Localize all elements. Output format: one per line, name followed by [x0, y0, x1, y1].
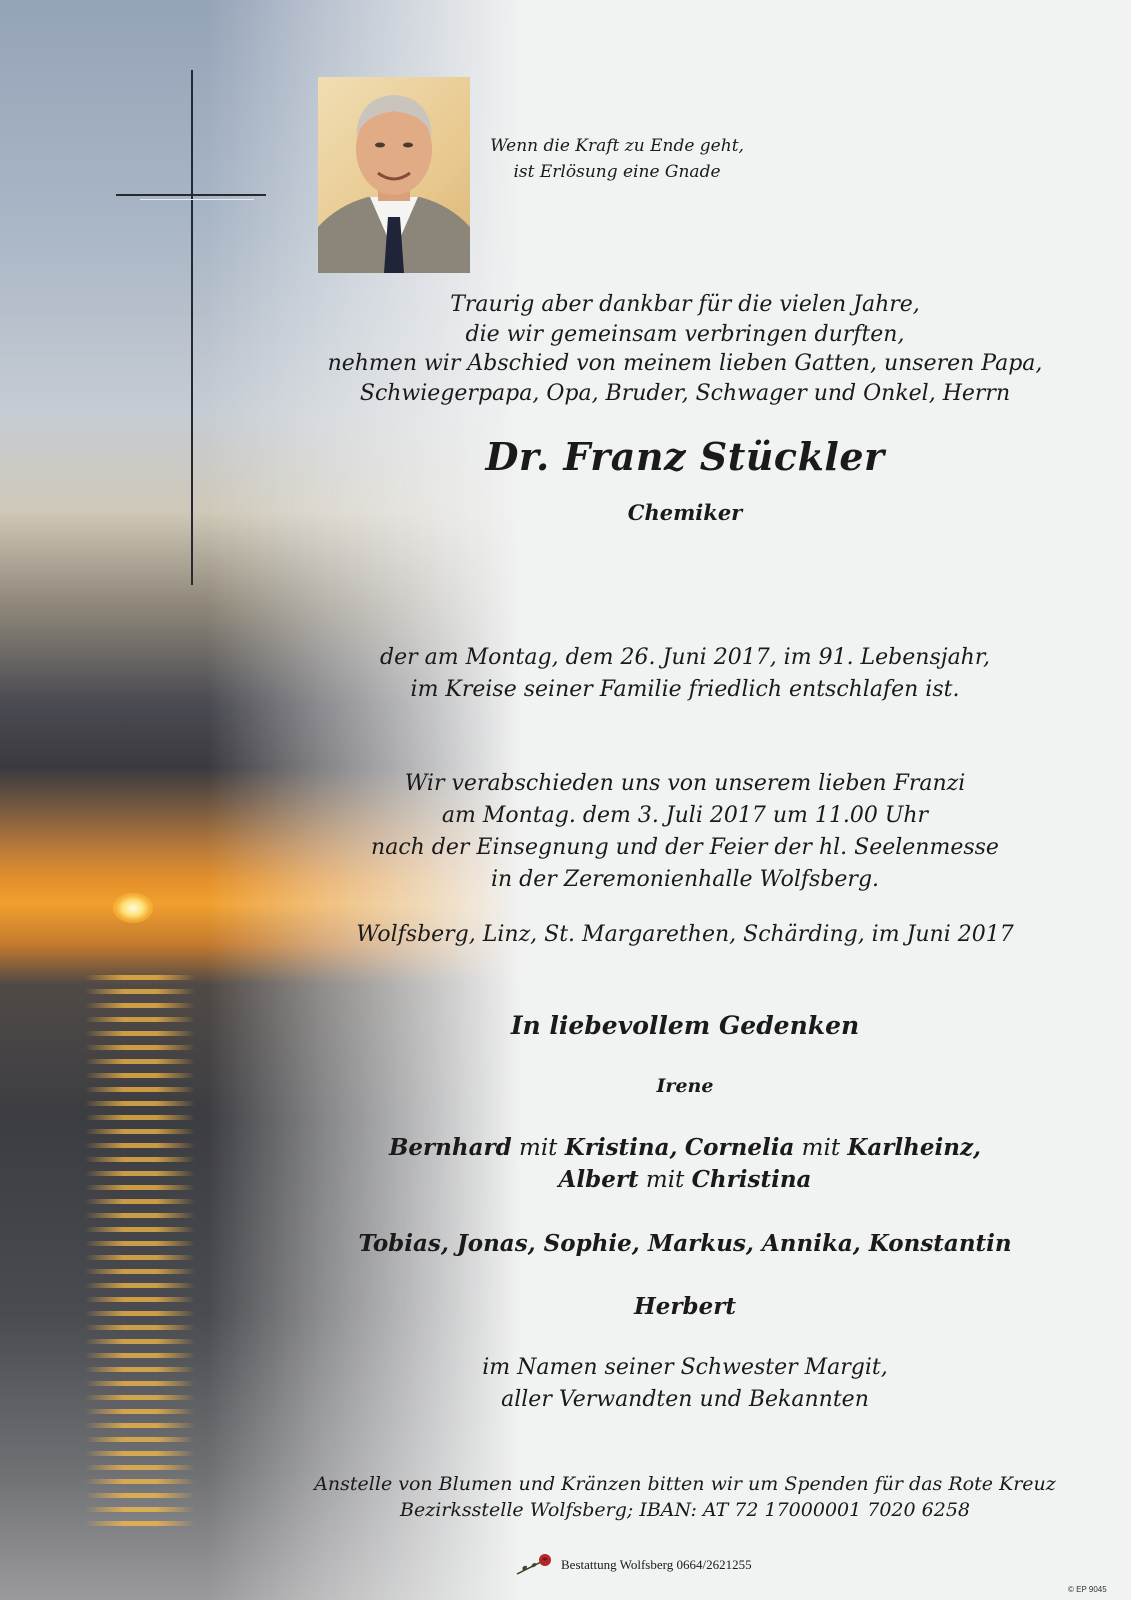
- funeral-home-text: Bestattung Wolfsberg 0664/2621255: [561, 1557, 752, 1572]
- mit-word: mit: [645, 1167, 685, 1193]
- mit-word: mit: [519, 1135, 558, 1161]
- death-notice: [300, 642, 1070, 706]
- sun-reflection: [85, 975, 195, 1535]
- sun: [113, 893, 153, 923]
- service-line: Wir verabschieden uns von unserem lieben Franzi: [404, 771, 966, 796]
- mourner-others: [300, 1352, 1070, 1416]
- memory-heading: In liebevollem Gedenken: [510, 1011, 860, 1040]
- service-notice: [300, 768, 1070, 896]
- service-line: am Montag. dem 3. Juli 2017 um 11.00 Uhr: [441, 803, 929, 828]
- cross-highlight: [140, 199, 254, 200]
- motto-line: Wenn die Kraft zu Ende geht,: [490, 136, 744, 156]
- cross-vertical-bar: [191, 70, 193, 585]
- donation-line: Bezirksstelle Wolfsberg; IBAN: AT 72 17000001 7020 6258: [399, 1499, 971, 1521]
- intro-line: Traurig aber dankbar für die vielen Jahre,: [450, 292, 920, 317]
- portrait-photo: [318, 77, 470, 273]
- intro-line: die wir gemeinsam verbringen durften,: [465, 321, 905, 347]
- child-name: Bernhard: [388, 1134, 512, 1161]
- rose-icon: [515, 1552, 555, 1578]
- death-line: der am Montag, dem 26. Juni 2017, im 91. Lebensjahr,: [380, 645, 990, 670]
- child-name: Cornelia: [684, 1134, 795, 1161]
- service-line: in der Zeremonienhalle Wolfsberg.: [490, 867, 880, 892]
- mit-word: mit: [801, 1135, 841, 1161]
- donation-request: [300, 1471, 1070, 1523]
- funeral-home: [515, 1552, 752, 1578]
- death-line: im Kreise seiner Familie friedlich entschlafen ist.: [410, 677, 960, 702]
- places-and-date: Wolfsberg, Linz, St. Margarethen, Schärding, im Juni 2017: [356, 922, 1014, 947]
- others-line: aller Verwandten und Bekannten: [501, 1387, 869, 1412]
- service-line: nach der Einsegnung und der Feier der hl. Seelenmesse: [371, 835, 999, 860]
- child-name: Kristina: [564, 1134, 670, 1161]
- print-code: © EP 9045: [1068, 1585, 1107, 1594]
- motto-line: ist Erlösung eine Gnade: [513, 162, 721, 182]
- child-name: Albert: [558, 1166, 639, 1193]
- intro-text: [300, 290, 1070, 408]
- mourner-spouse: Irene: [656, 1075, 714, 1097]
- intro-line: nehmen wir Abschied von meinem lieben Gatten, unseren Papa,: [327, 351, 1043, 376]
- donation-line: Anstelle von Blumen und Kränzen bitten wir um Spenden für das Rote Kreuz: [314, 1473, 1056, 1495]
- cross-horizontal-bar: [116, 194, 266, 196]
- mourner-sibling: Herbert: [634, 1293, 736, 1320]
- motto: [472, 133, 762, 185]
- mourner-children: [300, 1132, 1070, 1196]
- mourner-grandchildren: Tobias, Jonas, Sophie, Markus, Annika, Konstantin: [358, 1230, 1012, 1257]
- child-name: Christina: [691, 1166, 812, 1193]
- children-line: [300, 1164, 1070, 1196]
- intro-line: Schwiegerpapa, Opa, Bruder, Schwager und Onkel, Herrn: [359, 380, 1011, 406]
- deceased-name: Dr. Franz Stückler: [485, 434, 885, 479]
- others-line: im Namen seiner Schwester Margit,: [482, 1355, 888, 1380]
- children-line: Bernhard mit Kristina, Cornelia mit Karlheinz,: [388, 1134, 982, 1161]
- child-name: Karlheinz: [847, 1134, 974, 1161]
- deceased-profession: Chemiker: [627, 500, 743, 525]
